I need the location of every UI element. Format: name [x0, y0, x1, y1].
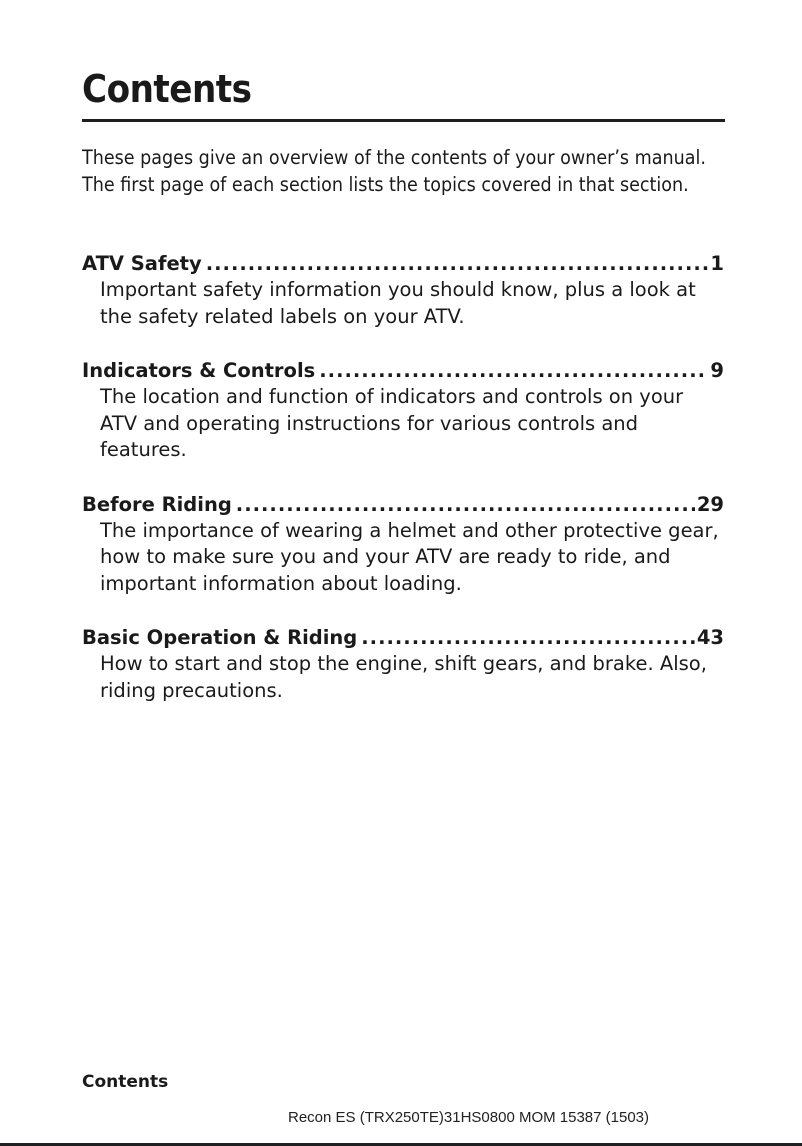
toc-link-indicators-controls[interactable] [82, 357, 724, 384]
table-of-contents [82, 250, 724, 731]
page-title: Contents [82, 67, 252, 111]
toc-entry-description: Important safety information you should know, plus a look at the safety related labels on your ATV. [100, 278, 696, 328]
dot-leader [319, 357, 708, 384]
toc-link-before-riding[interactable] [82, 491, 724, 518]
toc-entry-title: Indicators & Controls [82, 359, 316, 382]
toc-page-number: 1 [710, 252, 724, 275]
toc-entry-indicators-controls [82, 357, 724, 464]
toc-entry-before-riding [82, 491, 724, 598]
toc-entry-description: The importance of wearing a helmet and other protective gear, how to make sure you and your ATV are ready to ride, and important information about loading. [100, 518, 719, 595]
toc-page-number: 29 [696, 492, 724, 516]
intro-text [82, 145, 732, 198]
dot-leader [361, 624, 695, 651]
toc-entry-description: The location and function of indicators and controls on your ATV and operating instructions for various controls and features. [100, 385, 684, 461]
toc-entry-description: How to start and stop the engine, shift gears, and brake. Also, riding precautions. [100, 652, 707, 702]
toc-page-number: 9 [710, 359, 724, 382]
footer-section-label: Contents [82, 1072, 169, 1092]
dot-leader [236, 491, 695, 518]
footer-document-code: Recon ES (TRX250TE)31HS0800 MOM 15387 (1503) [288, 1109, 650, 1126]
toc-entry-atv-safety [82, 250, 724, 330]
toc-entry-title: Before Riding [82, 492, 232, 516]
toc-entry-title: Basic Operation & Riding [82, 626, 358, 649]
title-divider [82, 119, 725, 122]
intro-paragraph-2: The first page of each section lists the topics covered in that section. [82, 172, 689, 196]
toc-entry-title: ATV Safety [82, 252, 202, 275]
dot-leader [206, 250, 709, 277]
toc-link-atv-safety[interactable] [82, 250, 724, 277]
toc-entry-basic-operation-riding [82, 624, 724, 704]
toc-link-basic-operation-riding[interactable] [82, 624, 724, 651]
intro-paragraph-1: These pages give an overview of the contents of your owner’s manual. [82, 146, 706, 169]
toc-page-number: 43 [696, 626, 724, 649]
